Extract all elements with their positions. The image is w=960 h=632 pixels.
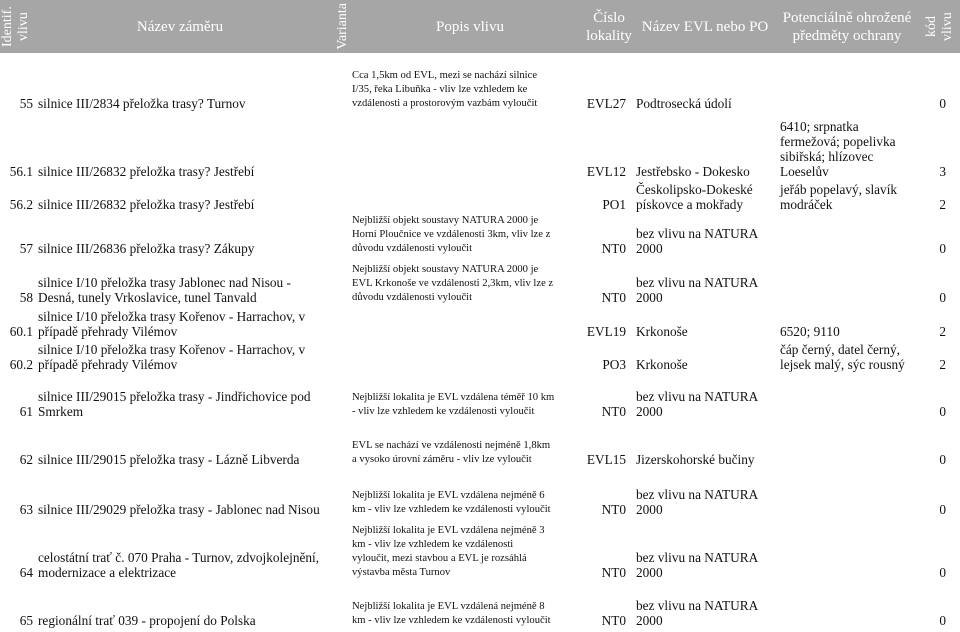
cell-name-line: silnice III/29015 přeložka trasy - Jindřichovice pod (38, 389, 311, 404)
cell-desc-line: km - vliv lze vzhledem ke vzdálenosti (352, 539, 514, 550)
cell-id-line: 58 (19, 290, 33, 305)
cell-code (925, 197, 946, 212)
cell-desc-line: důvodu vzdálenosti vyloučit (352, 243, 473, 254)
cell-desc-line: EVL se nachází ve vzdálenosti nejméně 1,8km (352, 440, 551, 451)
cell-evl-line: pískovce a mokřady (636, 197, 744, 212)
cell-evl-line: Krkonoše (636, 357, 688, 372)
cell-obj-line: 6520; 9110 (780, 324, 840, 339)
cell-desc-line: Nejbližší lokalita je EVL vzdálena téměř 10 km (352, 392, 555, 403)
cell-evl (636, 275, 776, 305)
cell-evl (636, 598, 776, 628)
table-header (0, 0, 960, 53)
cell-obj-line: jeřáb popelavý, slavík (780, 182, 898, 197)
cell-evl-line: Českolipsko-Dokeské (636, 182, 753, 197)
cell-desc (352, 439, 592, 467)
cell-code (925, 502, 946, 517)
cell-site (582, 324, 626, 339)
cell-code (925, 452, 946, 467)
cell-site (582, 241, 626, 256)
header-site (583, 0, 635, 53)
cell-obj-line: 6410; srpnatka (780, 119, 859, 134)
cell-desc-line: výstavba města Turnov (352, 567, 451, 578)
cell-id (3, 565, 33, 580)
cell-name (38, 452, 338, 467)
cell-site-line: EVL27 (586, 96, 626, 111)
cell-desc-line: Horní Ploučnice ve vzdálenosti 3km, vliv lze z (352, 229, 551, 240)
header-objects-label: Potenciálně ohrožené předměty ochrany (782, 9, 912, 44)
cell-evl (636, 487, 776, 517)
cell-desc (352, 391, 592, 419)
cell-id-line: 61 (19, 404, 33, 419)
cell-site-line: NT0 (601, 502, 626, 517)
cell-desc-line: EVL Krkonoše ve vzdálenosti 2,3km, vliv lze z (352, 278, 554, 289)
cell-obj (780, 119, 910, 179)
cell-code-line: 0 (939, 613, 946, 628)
cell-id-line: 57 (19, 241, 33, 256)
header-name (80, 0, 280, 53)
cell-name (38, 164, 338, 179)
cell-desc-line: Nejbližší lokalita je EVL vzdálena nejméně 6 (352, 490, 545, 501)
cell-evl-line: Podtrosecká údolí (636, 96, 732, 111)
cell-name (38, 502, 338, 517)
cell-name-line: případě přehrady Vilémov (38, 357, 178, 372)
cell-name-line: silnice I/10 přeložka trasy Jablonec nad Nisou - (38, 275, 291, 290)
cell-code (925, 324, 946, 339)
cell-code (925, 241, 946, 256)
cell-id (3, 96, 33, 111)
cell-desc-line: - vliv lze vzhledem ke vzdálenosti vyloučit (352, 406, 535, 417)
cell-id (3, 404, 33, 419)
cell-desc (352, 489, 592, 517)
cell-code-line: 0 (939, 502, 946, 517)
cell-site (582, 613, 626, 628)
header-id-label: Identif. vlivu (0, 6, 31, 47)
cell-code-line: 0 (939, 404, 946, 419)
cell-evl-line: bez vlivu na NATURA (636, 598, 759, 613)
cell-id (3, 197, 33, 212)
cell-site-line: NT0 (601, 290, 626, 305)
cell-desc-line: vzdálenosti a prostorovým vazbám vyloučit (352, 98, 538, 109)
cell-name-line: regionální trať 039 - propojení do Polska (38, 613, 256, 628)
cell-site-line: NT0 (601, 613, 626, 628)
cell-name (38, 550, 338, 580)
cell-desc-line: I/35, řeka Libuňka - vliv lze vzhledem ke (352, 84, 528, 95)
cell-site (582, 565, 626, 580)
cell-id (3, 452, 33, 467)
cell-evl (636, 226, 776, 256)
cell-site (582, 502, 626, 517)
cell-obj-line: lejsek malý, sýc rousný (780, 357, 905, 372)
cell-obj (780, 182, 910, 212)
cell-site-line: EVL19 (586, 324, 626, 339)
cell-name (38, 613, 338, 628)
cell-name-line: silnice III/29029 přeložka trasy - Jablonec nad Nisou (38, 502, 320, 517)
cell-site (582, 164, 626, 179)
cell-obj-line: Loeselův (780, 164, 829, 179)
header-id (2, 0, 30, 53)
cell-evl (636, 389, 776, 419)
cell-name (38, 309, 338, 339)
cell-code-line: 0 (939, 452, 946, 467)
cell-evl-line: 2000 (636, 613, 663, 628)
header-code (924, 0, 956, 53)
cell-evl-line: Jestřebsko - Dokesko (636, 164, 750, 179)
cell-desc (352, 263, 592, 305)
header-evl-label: Název EVL nebo PO (641, 18, 769, 35)
cell-id-line: 60.1 (9, 324, 33, 339)
cell-site (582, 404, 626, 419)
cell-name-line: silnice I/10 přeložka trasy Kořenov - Harrachov, v (38, 309, 306, 324)
cell-evl (636, 182, 776, 212)
cell-evl-line: 2000 (636, 404, 663, 419)
cell-site (582, 357, 626, 372)
cell-name-line: silnice III/26832 přeložka trasy? Jestřebí (38, 164, 255, 179)
cell-evl (636, 324, 776, 339)
cell-obj-line: fermežová; popelivka (780, 134, 896, 149)
cell-code-line: 3 (939, 164, 946, 179)
cell-code (925, 565, 946, 580)
header-desc (415, 0, 525, 53)
cell-site-line: NT0 (601, 565, 626, 580)
cell-name (38, 389, 338, 419)
cell-code-line: 0 (939, 241, 946, 256)
cell-obj (780, 324, 910, 339)
cell-evl-line: bez vlivu na NATURA (636, 487, 759, 502)
header-code-label: kód vlivu (924, 12, 955, 41)
header-variant-label: Varianta (335, 3, 350, 50)
cell-desc (352, 600, 592, 628)
cell-name-line: případě přehrady Vilémov (38, 324, 178, 339)
cell-code (925, 404, 946, 419)
cell-code-line: 2 (939, 197, 946, 212)
cell-site-line: EVL15 (586, 452, 626, 467)
cell-id (3, 613, 33, 628)
cell-name (38, 275, 338, 305)
cell-id-line: 56.1 (9, 164, 33, 179)
cell-name-line: silnice III/2834 přeložka trasy? Turnov (38, 96, 246, 111)
cell-id-line: 65 (19, 613, 33, 628)
cell-evl-line: bez vlivu na NATURA (636, 389, 759, 404)
cell-desc (352, 524, 592, 580)
header-site-label: Číslo lokality (586, 9, 632, 44)
cell-evl (636, 96, 776, 111)
header-evl (640, 0, 770, 53)
cell-id-line: 64 (19, 565, 33, 580)
cell-evl-line: bez vlivu na NATURA (636, 275, 759, 290)
cell-site-line: PO1 (602, 197, 626, 212)
cell-code (925, 357, 946, 372)
cell-name-line: Desná, tunely Vrkoslavice, tunel Tanvald (38, 290, 257, 305)
cell-obj-line: sibiřská; hlízovec (780, 149, 874, 164)
cell-id-line: 62 (19, 452, 33, 467)
header-variant (332, 0, 354, 53)
cell-site (582, 452, 626, 467)
cell-evl-line: bez vlivu na NATURA (636, 226, 759, 241)
cell-desc-line: Nejbližší lokalita je EVL vzdálena nejméně 3 (352, 525, 545, 536)
cell-desc-line: vyloučit, mezi stavbou a EVL je rozsáhlá (352, 553, 527, 564)
cell-id-line: 63 (19, 502, 33, 517)
cell-name-line: silnice III/26836 přeložka trasy? Zákupy (38, 241, 255, 256)
cell-evl (636, 164, 776, 179)
cell-desc (352, 69, 592, 111)
cell-evl (636, 550, 776, 580)
cell-desc-line: Cca 1,5km od EVL, mezi se nachází silnice (352, 70, 538, 81)
cell-code (925, 613, 946, 628)
cell-code-line: 0 (939, 290, 946, 305)
cell-code (925, 96, 946, 111)
cell-id (3, 241, 33, 256)
cell-desc-line: Nejbližší objekt soustavy NATURA 2000 je (352, 264, 539, 275)
cell-evl-line: Jizerskohorské bučiny (636, 452, 755, 467)
cell-code-line: 2 (939, 324, 946, 339)
cell-name (38, 241, 338, 256)
cell-obj-line: čáp černý, datel černý, (780, 342, 900, 357)
cell-name-line: celostátní trať č. 070 Praha - Turnov, zdvojkolejnění, (38, 550, 320, 565)
cell-name (38, 96, 338, 111)
cell-id (3, 290, 33, 305)
cell-obj-line: modráček (780, 197, 833, 212)
cell-code-line: 2 (939, 357, 946, 372)
cell-id-line: 60.2 (9, 357, 33, 372)
cell-id (3, 164, 33, 179)
cell-name-line: Smrkem (38, 404, 84, 419)
cell-site-line: PO3 (602, 357, 626, 372)
cell-name (38, 197, 338, 212)
header-objects (778, 0, 916, 53)
cell-evl (636, 357, 776, 372)
cell-desc-line: a vysoko úrovní záměru - vliv lze vyloučit (352, 454, 532, 465)
header-desc-label: Popis vlivu (436, 18, 504, 35)
cell-desc-line: km - vliv lze vzhledem ke vzdálenosti vyloučit (352, 615, 551, 626)
cell-id (3, 357, 33, 372)
cell-id-line: 55 (19, 96, 33, 111)
cell-obj (780, 342, 910, 372)
cell-evl-line: Krkonoše (636, 324, 688, 339)
cell-evl-line: 2000 (636, 565, 663, 580)
cell-desc-line: km - vliv lze vzhledem ke vzdálenosti vyloučit (352, 504, 551, 515)
cell-code (925, 164, 946, 179)
cell-evl-line: 2000 (636, 290, 663, 305)
cell-desc (352, 214, 592, 256)
cell-site (582, 96, 626, 111)
cell-id-line: 56.2 (9, 197, 33, 212)
cell-evl-line: bez vlivu na NATURA (636, 550, 759, 565)
cell-site-line: EVL12 (586, 164, 626, 179)
cell-name-line: silnice I/10 přeložka trasy Kořenov - Harrachov, v (38, 342, 306, 357)
cell-site-line: NT0 (601, 404, 626, 419)
cell-evl (636, 452, 776, 467)
cell-site-line: NT0 (601, 241, 626, 256)
cell-desc-line: Nejbližší objekt soustavy NATURA 2000 je (352, 215, 539, 226)
cell-id (3, 324, 33, 339)
header-name-label: Název záměru (136, 18, 224, 35)
cell-name-line: silnice III/29015 přeložka trasy - Lázně Libverda (38, 452, 300, 467)
cell-desc-line: důvodu vzdálenosti vyloučit (352, 292, 473, 303)
cell-id (3, 502, 33, 517)
cell-name-line: silnice III/26832 přeložka trasy? Jestřebí (38, 197, 255, 212)
cell-code-line: 0 (939, 96, 946, 111)
cell-name (38, 342, 338, 372)
cell-code-line: 0 (939, 565, 946, 580)
cell-code (925, 290, 946, 305)
cell-evl-line: 2000 (636, 241, 663, 256)
cell-desc-line: Nejbližší lokalita je EVL vzdálená nejméně 8 (352, 601, 545, 612)
cell-site (582, 290, 626, 305)
cell-evl-line: 2000 (636, 502, 663, 517)
cell-site (582, 197, 626, 212)
cell-name-line: modernizace a elektrizace (38, 565, 177, 580)
